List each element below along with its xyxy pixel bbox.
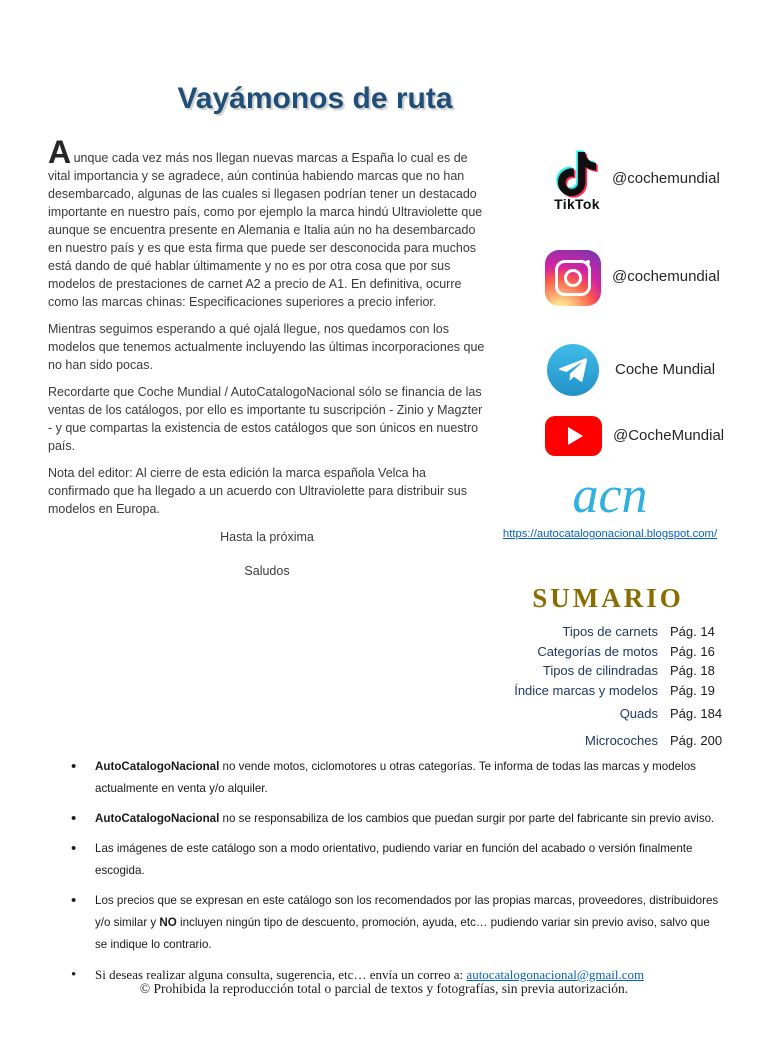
disclaimer-item: [60, 808, 722, 830]
sumario-item-label: Microcoches: [585, 732, 658, 748]
sumario-heading: SUMARIO: [532, 583, 684, 613]
instagram-handle: @cochemundial: [612, 268, 720, 285]
paragraph: Nota del editor: Al cierre de esta edición la marca española Velca ha confirmado que ha llegado a un acuerdo con Ultraviolette para distribuir sus modelos en Europa.: [48, 466, 467, 516]
drop-cap: A: [48, 134, 72, 170]
disclaimer-text: no se responsabiliza de los cambios que puedan surgir por parte del fabricante sin previo aviso.: [219, 812, 715, 825]
tiktok-wordmark: TikTok: [554, 196, 600, 212]
tiktok-handle: @cochemundial: [612, 170, 720, 187]
brand-name: AutoCatalogoNacional: [95, 760, 220, 773]
article-column: [48, 134, 486, 589]
sumario-item-page: Pág. 19: [670, 682, 715, 698]
sumario-item-page: Pág. 18: [670, 663, 715, 678]
paragraph: Recordarte que Coche Mundial / AutoCatalogoNacional sólo se financia de las ventas de los catálogos, por ello es importante tu suscripción - Zinio y Magzter - y que compartas la existencia de estos catálogos que son únicos en nuestro país.: [48, 385, 483, 453]
paragraph: Mientras seguimos esperando a qué ojalá llegue, nos quedamos con los modelos que tenemos actualmente incluyendo las últimas incorporaciones que no han sido pocas.: [48, 322, 485, 372]
disclaimer-text: Si deseas realizar alguna consulta, sugerencia, etc… envía un correo a:: [95, 967, 467, 982]
disclaimer-text: incluyen ningún tipo de descuento, promoción, ayuda, etc… pudiendo variar sin previo aviso, salvo que se indique lo contrario.: [95, 916, 710, 951]
sumario-item-label: Categorías de motos: [537, 643, 658, 659]
acn-logo: acn: [572, 467, 648, 524]
email-link[interactable]: autocatalogonacional@gmail.com: [466, 967, 645, 982]
page-title: Vayámonos de ruta: [177, 82, 453, 115]
lead-paragraph-text: unque cada vez más nos llegan nuevas marcas a España lo cual es de vital importancia y se agradece, aún continúa habiendo marcas que no han desembarcado, algunas de las cuales si llegasen podrían tener un destacado importante en nuestro país, como por ejemplo la marca hindú Ultraviolette que aunque se encuentra presente en Alemania e Italia aún no ha desembarcado en nuestro país y es que esta firma que puede ser desconocida para muchos está dando de qué hablar últimamente y no es por otra cosa que por sus modelos de prestaciones de carnet A2 a precio de A1. En definitiva, ocurre como las marcas chinas: Especificaciones superiores a precio inferior.: [48, 151, 483, 309]
sumario-item-label: Quads: [619, 706, 658, 721]
youtube-handle: @CocheMundial: [613, 427, 725, 444]
disclaimer-item: [60, 756, 722, 800]
instagram-icon: [545, 250, 601, 306]
lead-paragraph: [48, 134, 486, 311]
sumario-section: [470, 583, 730, 752]
copyright-line: © Prohibida la reproducción total o parcial de textos y fotografías, sin previa autorización.: [139, 981, 629, 996]
youtube-icon: [545, 416, 602, 456]
sumario-item-label: Tipos de carnets: [562, 624, 658, 639]
sumario-row: [470, 624, 730, 644]
sumario-item-label: Tipos de cilindradas: [542, 663, 658, 678]
disclaimer-text: Los precios que se expresan en este catálogo son los recomendados por las propias marcas, proveedores, distribuidores y/o similar y: [95, 894, 719, 929]
disclaimer-text: Las imágenes de este catálogo son a modo orientativo, pudiendo variar en función del acabado o versión finalmente escogida.: [95, 842, 693, 877]
sumario-row: [470, 706, 730, 726]
brand-name: AutoCatalogoNacional: [95, 812, 220, 825]
sumario-row: [470, 663, 730, 683]
instagram-camera-lens: [564, 269, 582, 287]
telegram-icon: [547, 344, 599, 396]
sumario-item-page: Pág. 184: [670, 706, 723, 721]
telegram-handle: Coche Mundial: [615, 361, 716, 378]
sumario-row: [470, 644, 730, 664]
closing-line: Saludos: [244, 564, 290, 578]
sumario-item-page: Pág. 16: [670, 643, 715, 659]
acn-logo-block: [500, 468, 720, 542]
disclaimer-list: [60, 756, 722, 994]
sumario-item-page: Pág. 14: [670, 624, 715, 639]
sumario-row: [470, 733, 730, 753]
blog-link[interactable]: https://autocatalogonacional.blogspot.com/: [502, 528, 718, 540]
tiktok-icon: [545, 150, 609, 212]
youtube-play-triangle: [568, 427, 583, 445]
disclaimer-item: [60, 838, 722, 882]
sumario-row: [470, 683, 730, 703]
sumario-item-label: Índice marcas y modelos: [514, 682, 658, 698]
instagram-camera-flash-dot: [586, 260, 590, 264]
disclaimer-item: [60, 890, 722, 956]
disclaimer-text: no vende motos, ciclomotores u otras categorías. Te informa de todas las marcas y modelos actualmente en venta y/o alquiler.: [95, 760, 696, 795]
emphasis-no: NO: [159, 916, 177, 929]
closing-line: Hasta la próxima: [220, 530, 314, 544]
sumario-item-page: Pág. 200: [670, 732, 723, 748]
